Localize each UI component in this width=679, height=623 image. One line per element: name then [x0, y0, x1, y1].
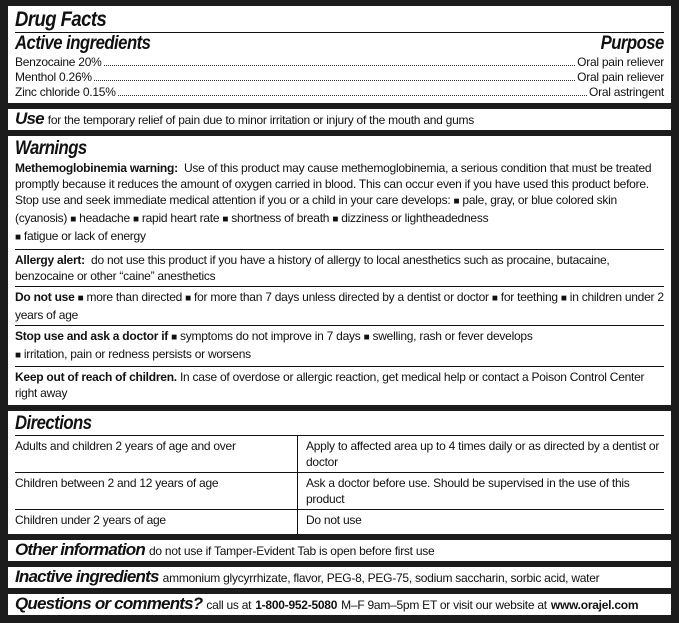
directions-heading: Directions: [15, 413, 92, 434]
ingredient-name: Zinc chloride 0.15%: [15, 85, 116, 99]
methemoglobinemia-text: Use of this product may cause methemoglobinemia, a serious condition that must be treated promptly because it reduces the amount of oxygen carried in blood. This can occur even if you have used this product before. Stop use and seek immediate medical attention if you or a child in your care develops:: [15, 161, 652, 207]
inactive-ingredients-box: [8, 567, 671, 588]
age-group: Children under 2 years of age: [15, 510, 298, 535]
directions-box: [8, 411, 671, 534]
page-title: Drug Facts: [15, 8, 107, 31]
stop-use-item: symptoms do not improve in 7 days: [180, 329, 361, 343]
bullet-icon: ■: [171, 332, 177, 343]
questions-mid: M–F 9am–5pm ET or visit our website at: [341, 598, 547, 612]
bullet-icon: ■: [491, 293, 498, 304]
symptom: pale, gray, or blue colored skin (cyanosis): [15, 193, 617, 225]
bullet-icon: ■: [363, 332, 370, 343]
ingredient-purpose: Oral pain reliever: [577, 70, 664, 84]
instruction: Do not use: [298, 510, 665, 535]
purpose-heading: Purpose: [600, 33, 664, 54]
bullet-icon: ■: [222, 214, 229, 225]
bullet-icon: ■: [77, 293, 84, 304]
ingredient-row: [15, 85, 664, 100]
bullet-icon: ■: [15, 350, 21, 361]
symptom: dizziness or lightheadedness: [341, 211, 489, 225]
active-ingredients-box: [8, 6, 671, 103]
allergy-alert: [15, 249, 664, 286]
inactive-ingredients-heading: Inactive ingredients: [15, 567, 159, 586]
keep-out-label: Keep out of reach of children.: [15, 370, 177, 384]
dot-leader: [104, 65, 576, 66]
do-not-use-item: in children under 2 years of age: [15, 290, 664, 322]
questions-box: [8, 594, 671, 615]
use-box: [8, 109, 671, 130]
do-not-use-item: for teething: [500, 290, 558, 304]
table-row: [15, 473, 664, 510]
instruction: Apply to affected area up to 4 times daily or as directed by a dentist or doctor: [298, 436, 665, 473]
ingredient-name: Menthol 0.26%: [15, 70, 92, 84]
warnings-heading: Warnings: [15, 138, 87, 159]
use-text: for the temporary relief of pain due to minor irritation or injury of the mouth and gums: [47, 113, 475, 127]
allergy-text: do not use this product if you have a history of allergy to local anesthetics such as procaine, butacaine, benzocaine or other “caine” anesthetics: [15, 253, 610, 283]
ingredient-purpose: Oral pain reliever: [577, 55, 664, 69]
symptom: shortness of breath: [231, 211, 330, 225]
do-not-use-item: for more than 7 days unless directed by a dentist or doctor: [194, 290, 489, 304]
keep-out-text: In case of overdose or allergic reaction, get medical help or contact a Poison Control Center right away: [15, 370, 645, 400]
other-information-text: do not use if Tamper-Evident Tab is open before first use: [148, 544, 435, 558]
questions-heading: Questions or comments?: [15, 594, 203, 613]
questions-pre: call us at: [206, 598, 252, 612]
inactive-ingredients-text: ammonium glycyrrhizate, flavor, PEG-8, PEG-75, sodium saccharin, sorbic acid, water: [162, 571, 600, 585]
other-information-heading: Other information: [15, 540, 145, 559]
methemoglobinemia-warning: [15, 160, 664, 249]
methemoglobinemia-label: Methemoglobinemia warning:: [15, 161, 178, 175]
allergy-label: Allergy alert:: [15, 253, 85, 267]
ingredient-row: [15, 55, 664, 70]
table-row: [15, 436, 664, 473]
bullet-icon: ■: [132, 214, 139, 225]
other-information-box: [8, 540, 671, 561]
symptom: fatigue or lack of energy: [23, 229, 146, 243]
dot-leader: [118, 95, 587, 96]
phone-number[interactable]: 1-800-952-5080: [255, 598, 338, 612]
instruction: Ask a doctor before use. Should be supervised in the use of this product: [298, 473, 665, 510]
ingredient-row: [15, 70, 664, 85]
directions-table: [15, 435, 664, 534]
warnings-box: [8, 136, 671, 405]
active-ingredients-heading: Active ingredients: [15, 33, 151, 54]
ingredient-name: Benzocaine 20%: [15, 55, 102, 69]
ingredient-purpose: Oral astringent: [589, 85, 664, 99]
bullet-icon: ■: [70, 214, 77, 225]
stop-use-item: irritation, pain or redness persists or worsens: [23, 347, 251, 361]
bullet-icon: ■: [332, 214, 339, 225]
stop-use-item: swelling, rash or fever develops: [372, 329, 533, 343]
bullet-icon: ■: [560, 293, 567, 304]
keep-out-of-reach: [15, 366, 664, 403]
bullet-icon: ■: [185, 293, 191, 304]
age-group: Children between 2 and 12 years of age: [15, 473, 298, 510]
stop-use-label: Stop use and ask a doctor if: [15, 329, 169, 343]
do-not-use-item: more than directed: [86, 290, 183, 304]
do-not-use-label: Do not use: [15, 290, 75, 304]
symptom: rapid heart rate: [141, 211, 220, 225]
age-group: Adults and children 2 years of age and over: [15, 436, 298, 473]
do-not-use: [15, 286, 664, 325]
symptom: headache: [79, 211, 130, 225]
bullet-icon: ■: [453, 196, 460, 207]
website-link[interactable]: www.orajel.com: [550, 598, 639, 612]
dot-leader: [94, 80, 575, 81]
stop-use: [15, 325, 664, 366]
use-heading: Use: [15, 109, 44, 128]
bullet-icon: ■: [15, 232, 21, 243]
table-row: [15, 510, 664, 535]
